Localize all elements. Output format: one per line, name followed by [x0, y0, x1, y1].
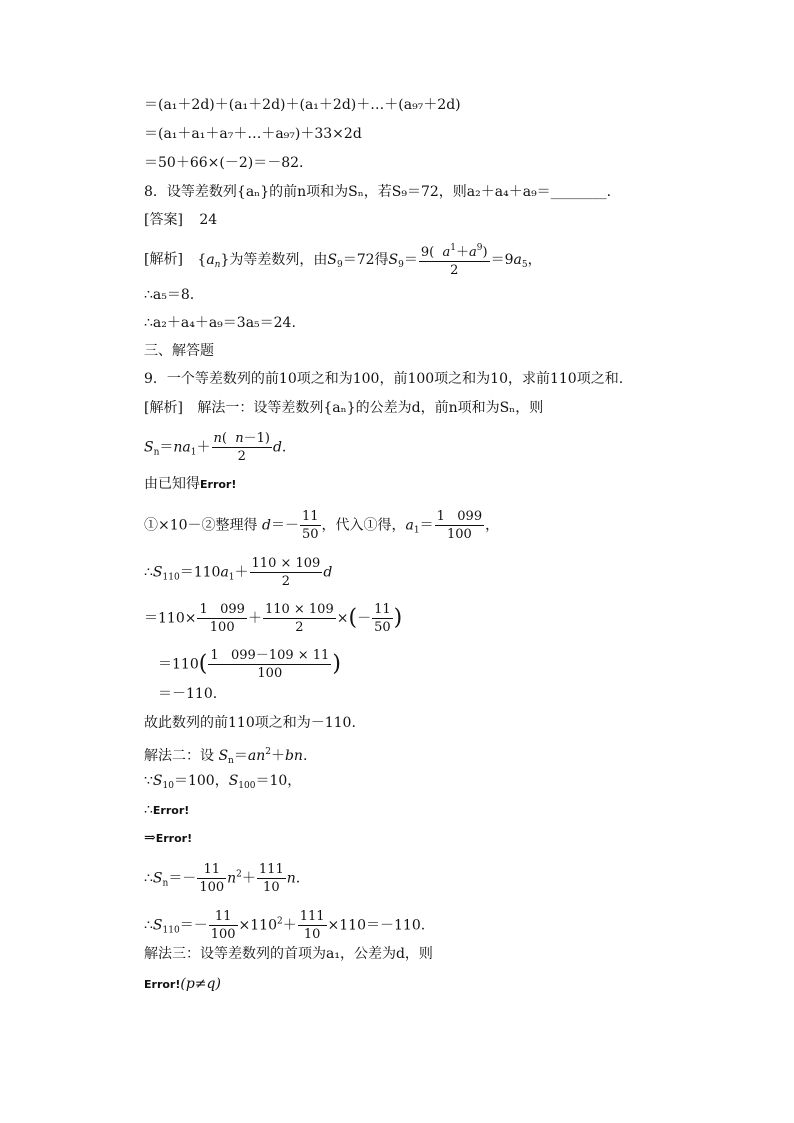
s110-line-1: $\therefore S_{110}=110a_1+$ $\frac{110 \times 109}{2}$ d [144, 556, 333, 589]
method-text: 解法一：设等差数列{aₙ}的公差为d，前n项和为Sₙ，则 [197, 400, 544, 416]
solve-d-line: ①×10－②整理得 d＝－ $\frac{11}{50}$ ，代入①得，$a_1=$ $\frac{1 099}{100}$ ， [144, 509, 500, 542]
error-marker: Error! [155, 832, 193, 845]
error-marker: Error! [152, 804, 190, 817]
text: ∴a₅＝8. [144, 287, 195, 303]
text: 由已知得 [144, 476, 200, 492]
text: 解法三：设等差数列的首项为a₁，公差为d，则 [144, 946, 433, 962]
section-heading [144, 341, 214, 361]
method-1-intro [144, 398, 543, 418]
answer-value: 24 [199, 212, 218, 228]
known-line [144, 474, 236, 495]
fraction: $\frac{1 099}{100}$ [199, 602, 245, 635]
analysis-label: [解析] [144, 400, 183, 416]
text: ＝(a₁＋2d)＋(a₁＋2d)＋(a₁＋2d)＋…＋(a₉₇＋2d) [144, 97, 461, 113]
fraction: $\frac{1 099-109 \times 11}{100}$ [210, 648, 330, 681]
method-2-intro: 解法二：设 $S_n=an^2+bn$. [144, 747, 308, 766]
s110-line-2: ＝110× $\frac{1 099}{100}$ ＋ $\frac{110 \times 109}{2}$ ×(－ $\frac{11}{50}$ ) [144, 602, 403, 635]
fraction: $\frac{11}{100}$ [199, 862, 225, 895]
text: (p≠q) [180, 976, 221, 992]
method-2-solution: ⇒Error! [144, 830, 193, 846]
fraction: $\frac{1 099}{100}$ [436, 509, 483, 542]
text: ＝(a₁＋a₁＋a₇＋…＋a₉₇)＋33×2d [144, 126, 362, 142]
answer-line [144, 210, 217, 230]
method-3-intro [144, 944, 433, 964]
s110-line-3: ＝110( $\frac{1 099-109 \times 11}{100}$ ) [158, 648, 341, 681]
fraction: $\frac{n( n-1)}{2}$ [213, 431, 270, 464]
analysis-line-1 [144, 240, 542, 279]
method-2-given: $\because S_{10}=100$，$S_{100}=10$， [144, 773, 302, 791]
error-marker: Error! [200, 478, 237, 491]
fraction: $\frac{111}{10}$ [258, 862, 284, 895]
method-2-system: ∴Error! [144, 802, 190, 818]
fraction: $\frac{11}{50}$ [301, 509, 319, 542]
question-text: 9．一个等差数列的前10项之和为100，前100项之和为10，求前110项之和. [144, 371, 624, 387]
analysis-line-3 [144, 313, 296, 333]
analysis-text: $\{a_n\}$为等差数列，由$S_9=72$得$S_9=$ $\frac{9( a^1+a^9)}{2}$ $=9a_5$， [197, 252, 541, 268]
answer-label: [答案] [144, 212, 183, 228]
question-8 [144, 182, 611, 202]
fraction: $\frac{110 \times 109}{2}$ [264, 602, 334, 635]
method-2-s110: $\therefore S_{110}=-$ $\frac{11}{100}$ $\times 110^2+$ $\frac{111}{10}$ ×110＝－110. [144, 909, 426, 942]
question-text: 8．设等差数列{aₙ}的前n项和为Sₙ，若S₉＝72，则a₂＋a₄＋a₉＝________. [144, 184, 612, 200]
fraction: $\frac{11}{50}$ [374, 602, 391, 635]
fraction: $\frac{110 \times 109}{2}$ [251, 556, 321, 589]
analysis-label: [解析] [144, 251, 183, 268]
fraction: $\frac{9( a^1+a^9)}{2}$ [419, 240, 490, 279]
fraction: $\frac{111}{10}$ [299, 909, 325, 942]
derivation-line-1 [144, 95, 461, 115]
text: ∴a₂＋a₄＋a₉＝3a₅＝24. [144, 315, 296, 331]
fraction: $\frac{11}{100}$ [210, 909, 236, 942]
conclusion [144, 713, 356, 733]
heading-text: 三、解答题 [144, 343, 214, 359]
text: 故此数列的前110项之和为－110. [144, 715, 356, 731]
derivation-line-2 [144, 124, 362, 144]
sum-formula: $S_n=na_1+$ $\frac{n( n-1)}{2}$ d. [144, 431, 287, 464]
error-marker: Error! [144, 978, 181, 991]
text: ＝50＋66×(－2)＝－82. [144, 155, 304, 171]
method-3-condition [144, 974, 221, 995]
derivation-line-3 [144, 153, 303, 173]
method-2-sn: $\therefore S_n=-$ $\frac{11}{100}$ $n^2+$ $\frac{111}{10}$ n. [144, 862, 301, 895]
analysis-line-2 [144, 285, 194, 305]
question-9 [144, 369, 623, 389]
s110-result: ＝－110. [158, 686, 218, 702]
